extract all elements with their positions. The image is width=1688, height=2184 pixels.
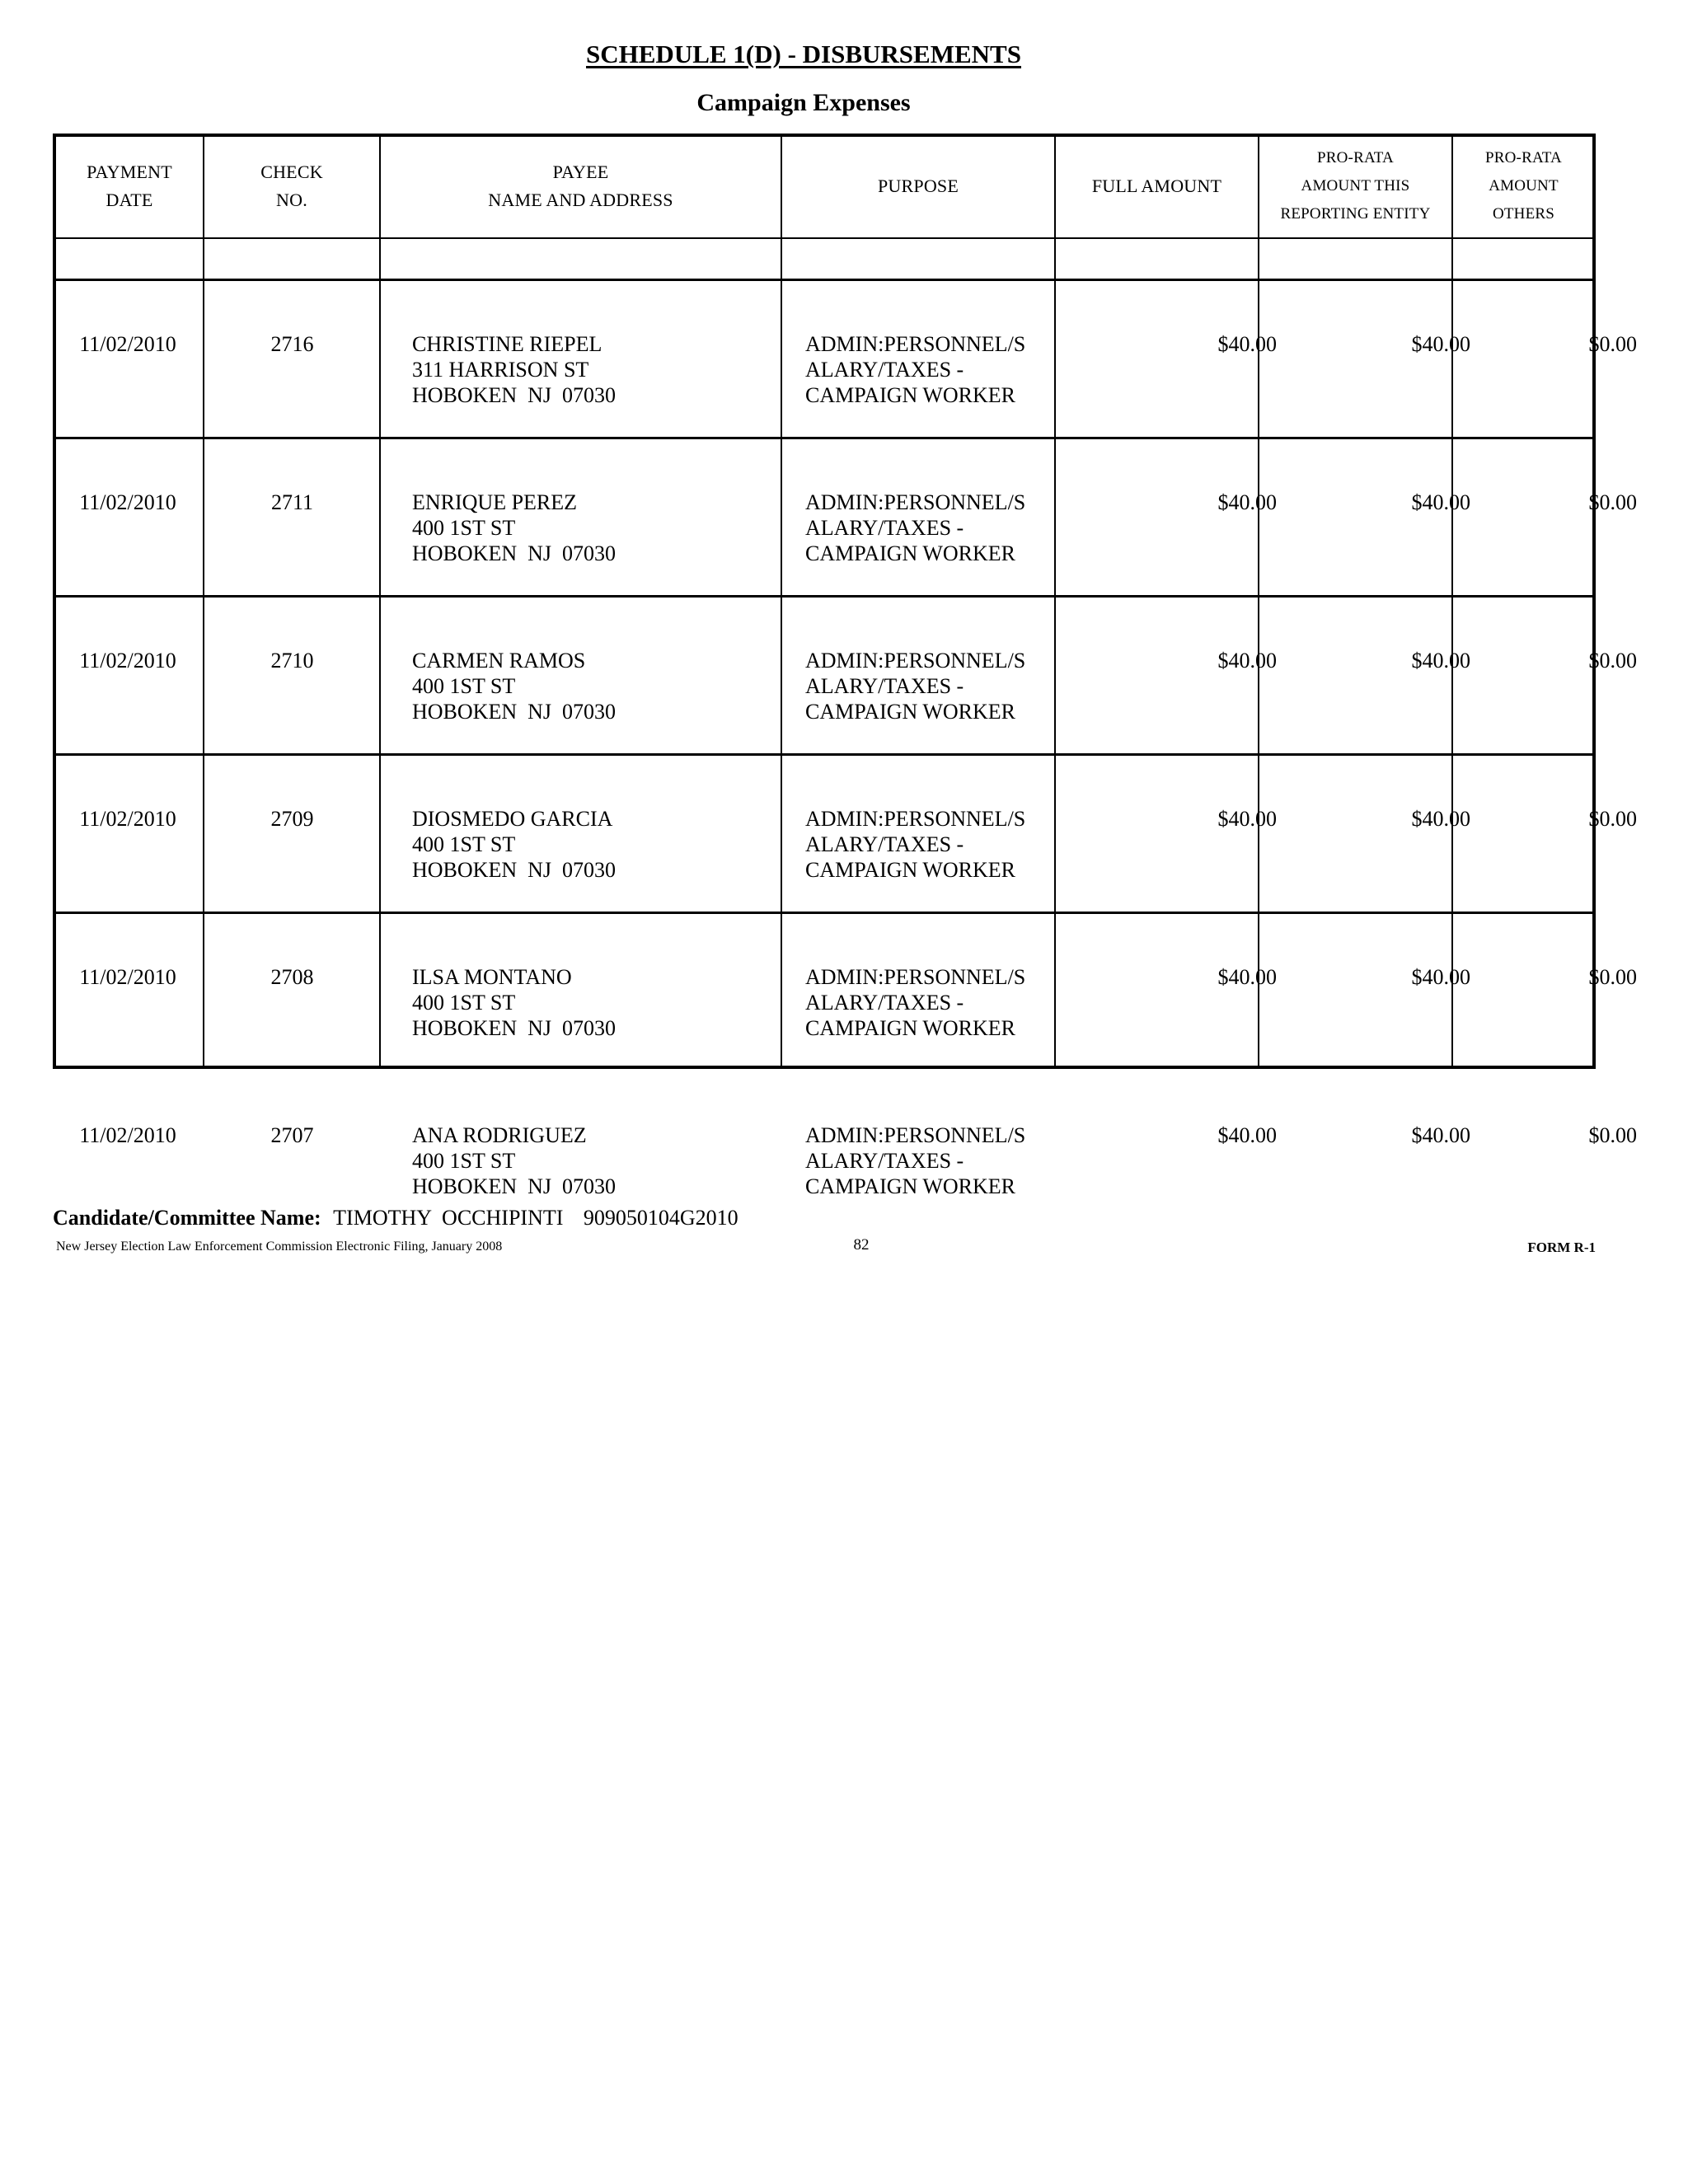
- full-amount: $40.00: [1217, 490, 1277, 514]
- prorata-amount: $40.00: [1411, 965, 1470, 989]
- prorata-amount: $40.00: [1411, 1123, 1470, 1147]
- page-number: 82: [853, 1236, 870, 1254]
- payment-date: 11/02/2010: [79, 807, 176, 831]
- committee-label: Candidate/Committee Name:: [53, 1206, 321, 1230]
- committee-name: TIMOTHY OCCHIPINTI: [333, 1206, 564, 1230]
- prorata-amount: $40.00: [1411, 807, 1470, 831]
- purpose-line: CAMPAIGN WORKER: [805, 541, 1015, 565]
- payee-city: HOBOKEN NJ 07030: [412, 541, 616, 565]
- payee-street: 400 1ST ST: [412, 516, 516, 540]
- purpose-line: ALARY/TAXES -: [805, 1149, 964, 1173]
- header-purpose: PURPOSE: [878, 176, 959, 196]
- others-amount: $0.00: [1588, 1123, 1637, 1147]
- others-amount: $0.00: [1588, 965, 1637, 989]
- prorata-amount: $40.00: [1411, 332, 1470, 356]
- purpose-line: ALARY/TAXES -: [805, 832, 964, 856]
- check-number: 2716: [270, 332, 314, 356]
- check-number: 2710: [270, 649, 314, 673]
- payee-city: HOBOKEN NJ 07030: [412, 383, 616, 407]
- payee-city: HOBOKEN NJ 07030: [412, 1016, 616, 1040]
- table-row: [53, 806, 1637, 905]
- purpose-line: CAMPAIGN WORKER: [805, 1016, 1015, 1040]
- payee-city: HOBOKEN NJ 07030: [412, 1174, 616, 1198]
- payee-street: 400 1ST ST: [412, 991, 516, 1015]
- payee-street: 400 1ST ST: [412, 1149, 516, 1173]
- table-row: [53, 648, 1637, 747]
- column-divider: [1258, 134, 1259, 1069]
- others-amount: $0.00: [1588, 332, 1637, 356]
- purpose-block: [805, 1122, 1025, 1199]
- payment-date: 11/02/2010: [79, 1123, 176, 1147]
- column-divider: [1054, 134, 1056, 1069]
- others-amount: $0.00: [1588, 490, 1637, 514]
- table-row: [53, 490, 1637, 588]
- payee-name: CHRISTINE RIEPEL: [412, 332, 603, 356]
- check-number: 2707: [270, 1123, 314, 1147]
- others-amount: $0.00: [1588, 807, 1637, 831]
- payee-street: 311 HARRISON ST: [412, 358, 589, 382]
- row-divider: [53, 912, 1596, 914]
- purpose-line: ADMIN:PERSONNEL/S: [805, 332, 1026, 356]
- row-divider: [53, 753, 1596, 756]
- prorata-amount: $40.00: [1411, 490, 1470, 514]
- agency-note: New Jersey Election Law Enforcement Commission Electronic Filing, January 2008: [56, 1240, 503, 1254]
- payee-name: DIOSMEDO GARCIA: [412, 807, 613, 831]
- purpose-line: ALARY/TAXES -: [805, 516, 964, 540]
- payee-name: ANA RODRIGUEZ: [412, 1123, 587, 1147]
- full-amount: $40.00: [1217, 807, 1277, 831]
- full-amount: $40.00: [1217, 1123, 1277, 1147]
- full-amount: $40.00: [1217, 965, 1277, 989]
- column-divider: [781, 134, 782, 1069]
- purpose-block: [805, 490, 1025, 566]
- payee-city: HOBOKEN NJ 07030: [412, 858, 616, 882]
- row-divider: [53, 237, 1596, 239]
- purpose-line: ALARY/TAXES -: [805, 358, 964, 382]
- payment-date: 11/02/2010: [79, 965, 176, 989]
- purpose-line: CAMPAIGN WORKER: [805, 858, 1015, 882]
- table-frame: [53, 134, 1596, 1069]
- payee-block: [412, 806, 616, 883]
- table-row: [53, 964, 1637, 1063]
- row-divider: [53, 279, 1596, 281]
- payee-street: 400 1ST ST: [412, 832, 516, 856]
- column-divider: [1451, 134, 1453, 1069]
- header-prorata-entity: PRO-RATA AMOUNT THIS REPORTING ENTITY: [1280, 149, 1431, 223]
- purpose-line: ADMIN:PERSONNEL/S: [805, 807, 1026, 831]
- purpose-block: [805, 806, 1025, 883]
- purpose-line: ADMIN:PERSONNEL/S: [805, 490, 1026, 514]
- header-payee: PAYEE NAME AND ADDRESS: [488, 162, 673, 210]
- check-number: 2711: [270, 490, 314, 514]
- payee-block: [412, 1122, 616, 1199]
- payment-date: 11/02/2010: [79, 490, 176, 514]
- payee-name: ILSA MONTANO: [412, 965, 572, 989]
- payee-city: HOBOKEN NJ 07030: [412, 700, 616, 724]
- header-full-amount: FULL AMOUNT: [1091, 176, 1222, 196]
- purpose-line: CAMPAIGN WORKER: [805, 700, 1015, 724]
- others-amount: $0.00: [1588, 649, 1637, 673]
- purpose-line: ALARY/TAXES -: [805, 991, 964, 1015]
- header-prorata-others: PRO-RATA AMOUNT OTHERS: [1485, 149, 1562, 223]
- column-divider: [379, 134, 381, 1069]
- purpose-block: [805, 648, 1025, 724]
- full-amount: $40.00: [1217, 649, 1277, 673]
- purpose-line: ADMIN:PERSONNEL/S: [805, 1123, 1026, 1147]
- payee-name: CARMEN RAMOS: [412, 649, 586, 673]
- prorata-amount: $40.00: [1411, 649, 1470, 673]
- purpose-line: ADMIN:PERSONNEL/S: [805, 649, 1026, 673]
- purpose-block: [805, 964, 1025, 1041]
- full-amount: $40.00: [1217, 332, 1277, 356]
- row-divider: [53, 437, 1596, 439]
- payee-street: 400 1ST ST: [412, 674, 516, 698]
- payee-block: [412, 964, 616, 1041]
- header-check-no: CHECK NO.: [260, 162, 323, 210]
- payee-block: [412, 648, 616, 724]
- purpose-line: ADMIN:PERSONNEL/S: [805, 965, 1026, 989]
- table-row: [53, 331, 1637, 430]
- payee-name: ENRIQUE PEREZ: [412, 490, 578, 514]
- payment-date: 11/02/2010: [79, 649, 176, 673]
- check-number: 2708: [270, 965, 314, 989]
- column-divider: [203, 134, 204, 1069]
- check-number: 2709: [270, 807, 314, 831]
- form-id: FORM R-1: [1527, 1240, 1596, 1255]
- payment-date: 11/02/2010: [79, 332, 176, 356]
- payee-block: [412, 490, 616, 566]
- purpose-line: CAMPAIGN WORKER: [805, 1174, 1015, 1198]
- schedule-title: SCHEDULE 1(D) - DISBURSEMENTS: [586, 40, 1021, 68]
- purpose-block: [805, 331, 1025, 408]
- committee-name-line: [53, 1206, 738, 1230]
- row-divider: [53, 595, 1596, 598]
- payee-block: [412, 331, 616, 408]
- schedule-subtitle: Campaign Expenses: [696, 89, 911, 116]
- purpose-line: ALARY/TAXES -: [805, 674, 964, 698]
- purpose-line: CAMPAIGN WORKER: [805, 383, 1015, 407]
- header-payment-date: PAYMENT DATE: [87, 162, 172, 210]
- committee-id: 909050104G2010: [583, 1206, 738, 1230]
